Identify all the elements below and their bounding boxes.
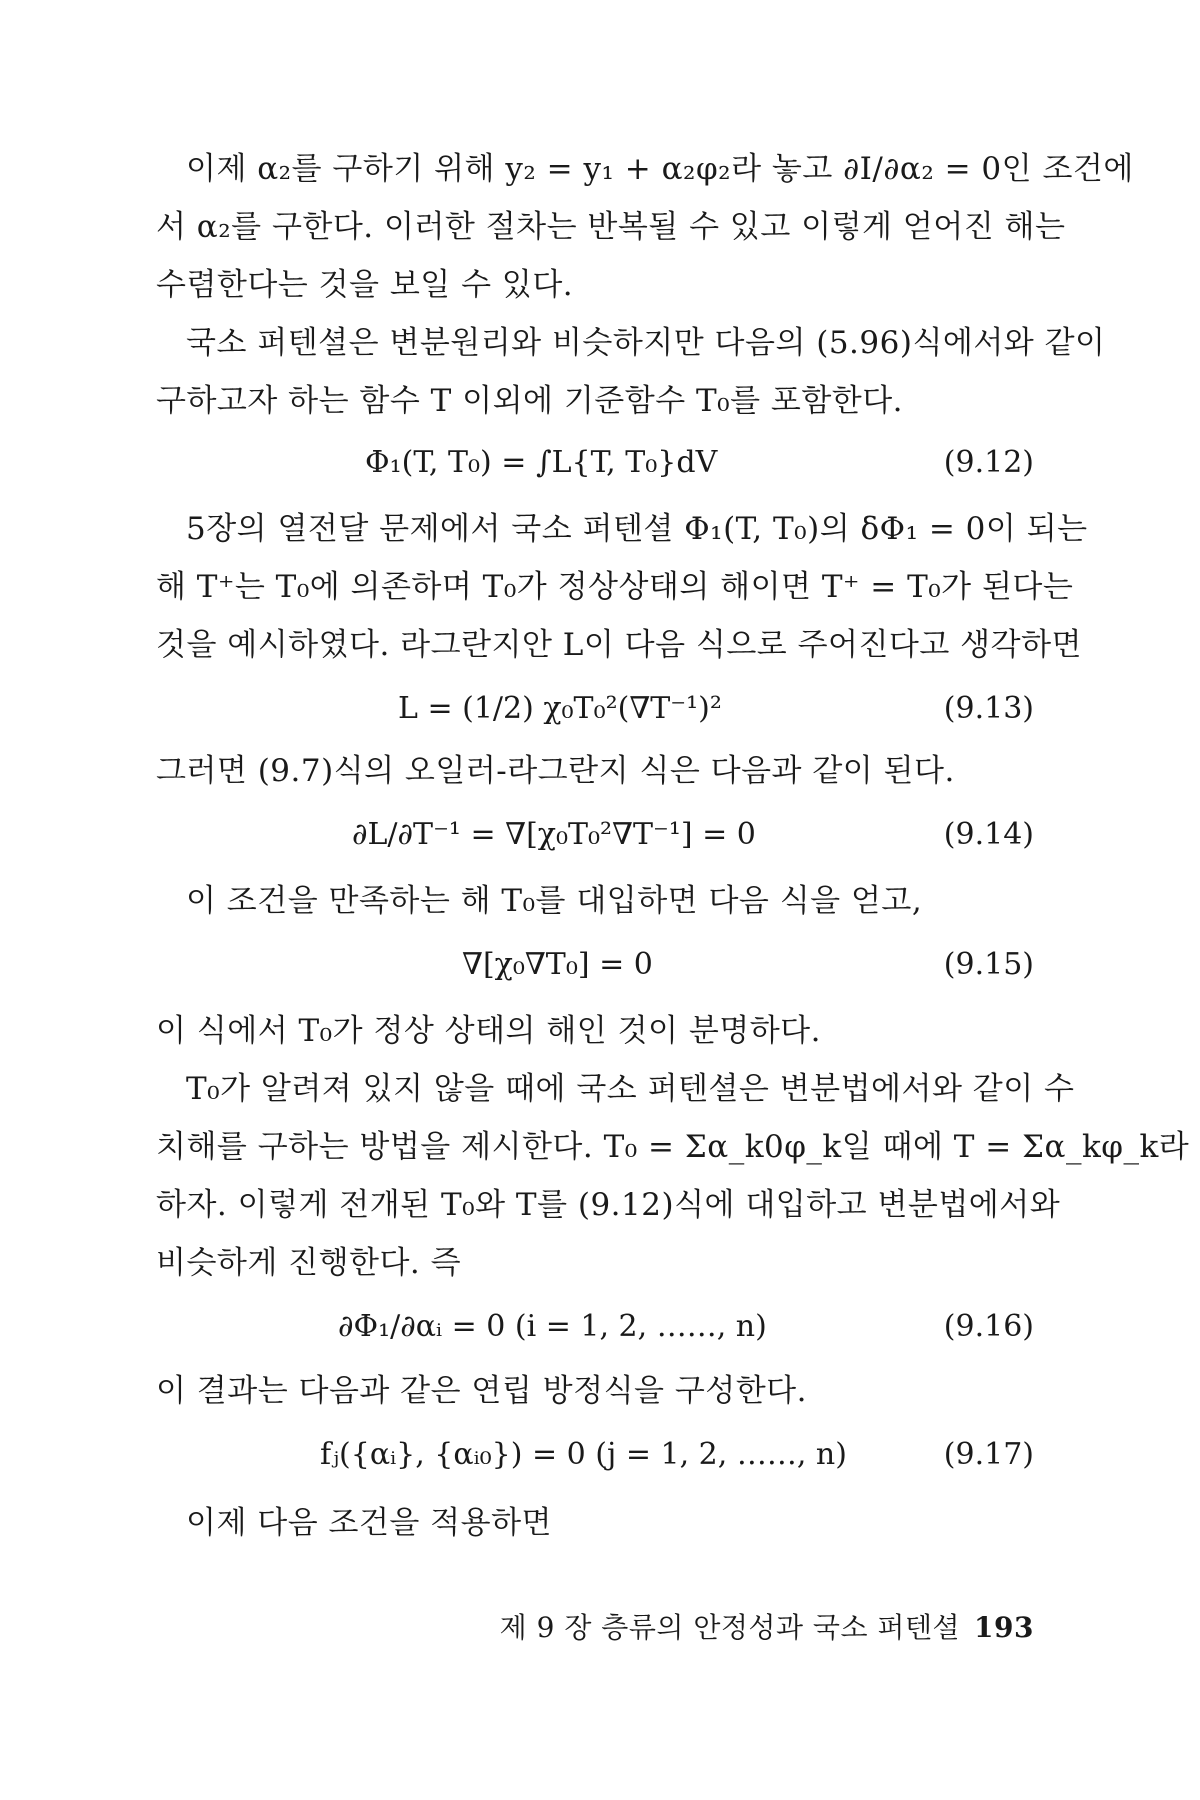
running-footer — [500, 1606, 1034, 1646]
body-text-line: 이 식에서 T₀가 정상 상태의 해인 것이 분명하다. — [156, 1013, 821, 1049]
body-text-line: 하자. 이렇게 전개된 T₀와 T를 (9.12)식에 대입하고 변분법에서와 — [156, 1187, 1061, 1223]
body-text-line: 비슷하게 진행한다. 즉 — [156, 1245, 462, 1281]
equation: ∇[χ₀∇T₀] = 0 — [462, 947, 653, 982]
equation: fⱼ({αᵢ}, {αᵢ₀}) = 0 (j = 1, 2, ……, n) — [320, 1437, 847, 1472]
chapter-title: 제 9 장 층류의 안정성과 국소 퍼텐셜 — [499, 1611, 961, 1644]
body-text-line: 치해를 구하는 방법을 제시한다. T₀ = Σα_k0φ_k일 때에 T = Σα_kφ_k라 — [156, 1129, 1190, 1165]
equation-number: (9.17) — [943, 1437, 1034, 1472]
body-text-line: 5장의 열전달 문제에서 국소 퍼텐셜 Φ₁(T, T₀)의 δΦ₁ = 0이 되는 — [186, 511, 1088, 547]
body-text-line: 그러면 (9.7)식의 오일러-라그란지 식은 다음과 같이 된다. — [156, 753, 955, 789]
equation: L = (1/2) χ₀T₀²(∇T⁻¹)² — [398, 691, 722, 726]
body-text-line: 수렴한다는 것을 보일 수 있다. — [156, 267, 574, 303]
body-text-line: 서 α₂를 구한다. 이러한 절차는 반복될 수 있고 이렇게 얻어진 해는 — [156, 209, 1066, 245]
body-text-line: T₀가 알려져 있지 않을 때에 국소 퍼텐셜은 변분법에서와 같이 수 — [186, 1071, 1075, 1107]
body-text-line: 이제 α₂를 구하기 위해 y₂ = y₁ + α₂φ₂라 놓고 ∂I/∂α₂ = 0인 조건에 — [186, 151, 1134, 187]
equation: Φ₁(T, T₀) = ∫L{T, T₀}dV — [365, 445, 718, 480]
body-text-line: 구하고자 하는 함수 T 이외에 기준함수 T₀를 포함한다. — [156, 383, 904, 419]
page-number: 193 — [974, 1611, 1034, 1644]
body-text-line: 것을 예시하였다. 라그란지안 L이 다음 식으로 주어진다고 생각하면 — [156, 627, 1082, 663]
equation-number: (9.16) — [943, 1309, 1034, 1344]
body-text-line: 해 T⁺는 T₀에 의존하며 T₀가 정상상태의 해이면 T⁺ = T₀가 된다는 — [156, 569, 1074, 605]
equation-number: (9.15) — [943, 947, 1034, 982]
equation-number: (9.14) — [943, 817, 1034, 852]
body-text-line: 이제 다음 조건을 적용하면 — [186, 1505, 552, 1541]
equation-number: (9.12) — [943, 445, 1034, 480]
equation: ∂L/∂T⁻¹ = ∇[χ₀T₀²∇T⁻¹] = 0 — [352, 817, 756, 852]
body-text-line: 이 결과는 다음과 같은 연립 방정식을 구성한다. — [156, 1373, 807, 1409]
body-text-line: 이 조건을 만족하는 해 T₀를 대입하면 다음 식을 얻고, — [186, 883, 923, 919]
body-text-line: 국소 퍼텐셜은 변분원리와 비슷하지만 다음의 (5.96)식에서와 같이 — [186, 325, 1106, 361]
equation-number: (9.13) — [943, 691, 1034, 726]
equation: ∂Φ₁/∂αᵢ = 0 (i = 1, 2, ……, n) — [338, 1309, 767, 1344]
